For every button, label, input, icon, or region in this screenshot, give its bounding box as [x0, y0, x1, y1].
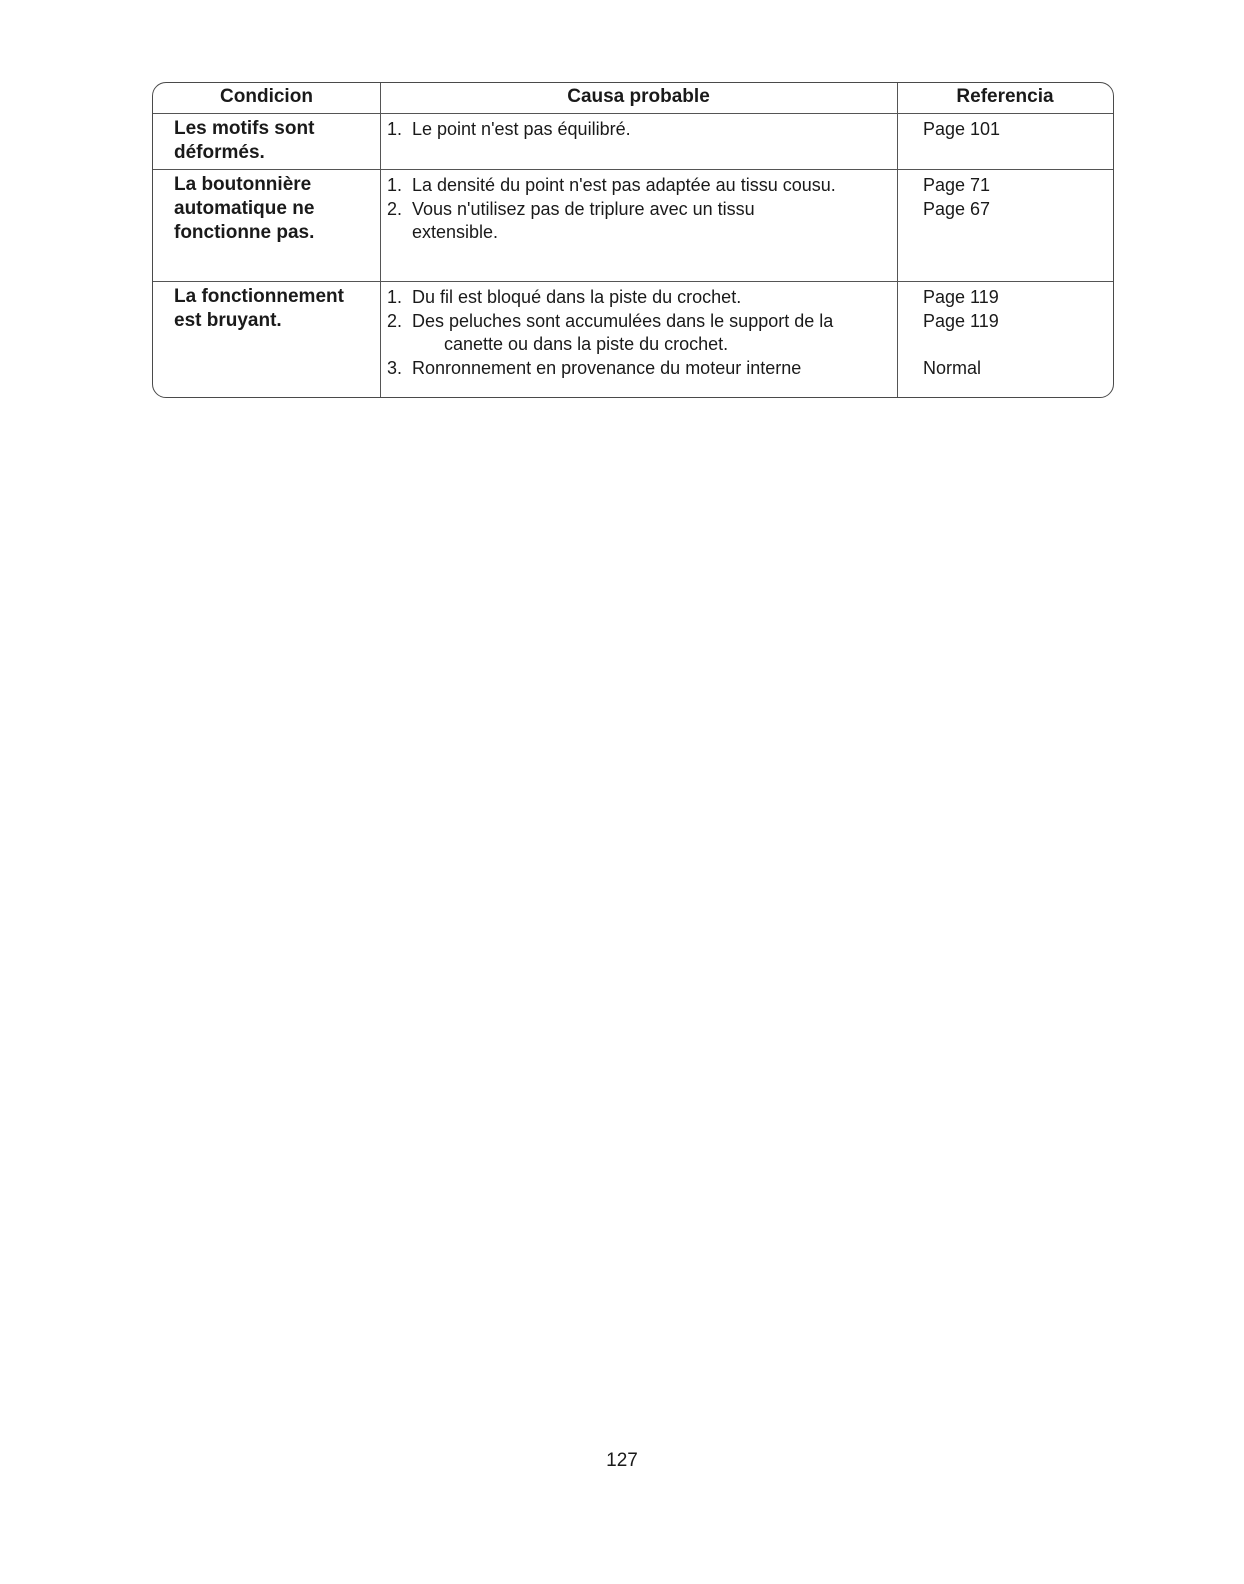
condition-line: fonctionne pas.: [174, 222, 315, 243]
page-number: 127: [606, 1450, 638, 1471]
condition-line: Les motifs sont: [174, 118, 315, 139]
column-divider: [380, 114, 381, 169]
troubleshooting-table: [152, 82, 1114, 398]
cause-number: 1.: [387, 119, 403, 139]
cause-item: [387, 174, 897, 198]
cause-cell: [380, 282, 897, 380]
condition-line: La fonctionnement: [174, 286, 344, 307]
cause-item: [387, 118, 897, 142]
cause-number: 2.: [387, 198, 403, 219]
cause-text: Ronronnement en provenance du moteur interne: [412, 357, 802, 378]
cause-text: Vous n'utilisez pas de triplure avec un tissu: [412, 198, 755, 219]
column-divider: [380, 282, 381, 397]
cause-number: 1.: [387, 175, 403, 195]
condition-line: déformés.: [174, 142, 265, 163]
cause-text: Des peluches sont accumulées dans le support de la: [412, 310, 834, 331]
reference-cell: [897, 170, 1113, 221]
cause-cell: [380, 170, 897, 245]
reference-cell: [897, 282, 1113, 380]
cause-item: [387, 198, 897, 245]
header-reference: Referencia: [956, 86, 1054, 107]
table-row: [153, 281, 1113, 397]
cause-number: 2.: [387, 310, 403, 331]
header-cause: Causa probable: [567, 86, 710, 107]
condition-line: La boutonnière: [174, 174, 312, 195]
cause-text: La densité du point n'est pas adaptée au tissu cousu.: [412, 175, 836, 195]
column-divider: [897, 282, 898, 397]
reference-line: Normal: [923, 357, 982, 378]
cause-text-continued: extensible.: [412, 222, 499, 242]
cause-number: 3.: [387, 357, 403, 378]
column-divider: [897, 170, 898, 281]
cause-item: [387, 357, 897, 381]
cause-item: [387, 310, 897, 357]
condition-line: est bruyant.: [174, 310, 282, 331]
table-header-row: [153, 83, 1113, 113]
reference-line: Page 119: [923, 287, 999, 307]
header-condition: Condicion: [220, 86, 313, 107]
condition-cell: [153, 170, 380, 245]
condition-cell: [153, 114, 380, 165]
table-row: [153, 113, 1113, 169]
condition-line: automatique ne: [174, 198, 315, 219]
reference-line: [923, 333, 1113, 357]
reference-line: Page 71: [923, 175, 991, 195]
reference-line: Page 101: [923, 119, 1001, 139]
cause-text-continued: canette ou dans la piste du crochet.: [444, 334, 729, 354]
column-divider: [897, 83, 898, 113]
cause-text: Du fil est bloqué dans la piste du crochet.: [412, 287, 742, 307]
cause-number: 1.: [387, 287, 403, 307]
table-row: [153, 169, 1113, 281]
reference-line: Page 119: [923, 310, 999, 331]
reference-line: Page 67: [923, 198, 991, 219]
column-divider: [380, 170, 381, 281]
cause-text: Le point n'est pas équilibré.: [412, 119, 631, 139]
reference-cell: [897, 114, 1113, 142]
condition-cell: [153, 282, 380, 333]
column-divider: [380, 83, 381, 113]
cause-cell: [380, 114, 897, 142]
column-divider: [897, 114, 898, 169]
cause-item: [387, 286, 897, 310]
